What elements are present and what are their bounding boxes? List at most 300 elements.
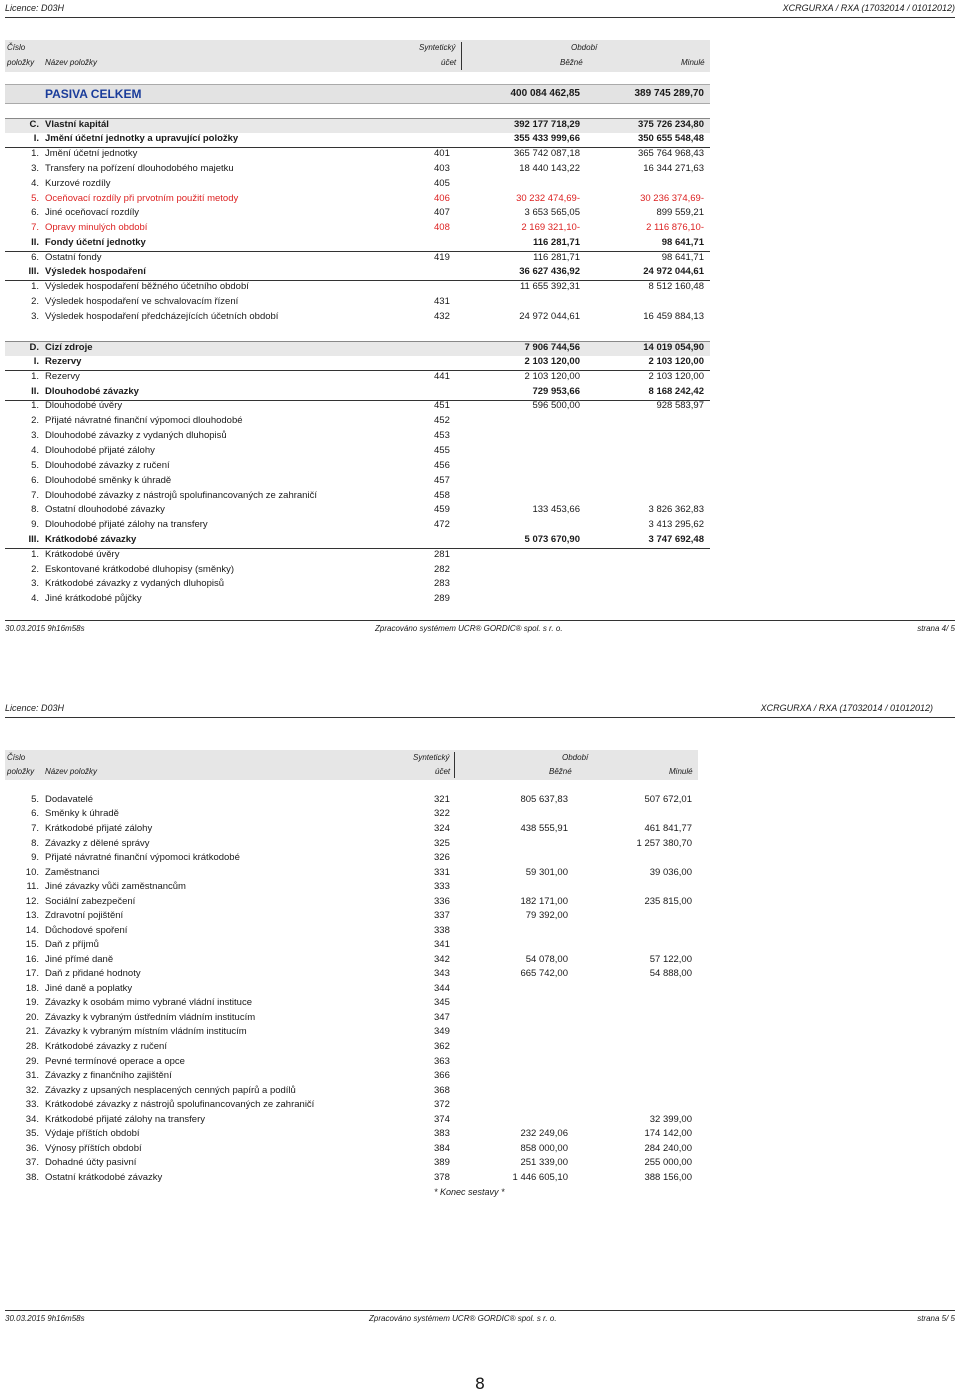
item-number: 37. xyxy=(25,1157,39,1168)
item-number: 7. xyxy=(31,490,39,501)
item-number: 5. xyxy=(31,193,39,204)
item-number: 1. xyxy=(31,371,39,382)
item-number: 16. xyxy=(25,954,39,965)
account-number: 363 xyxy=(434,1056,450,1067)
account-number: 333 xyxy=(434,881,450,892)
item-name: Rezervy xyxy=(45,371,80,382)
item-name: Zaměstnanci xyxy=(45,867,100,878)
item-name: Krátkodobé přijaté zálohy na transfery xyxy=(45,1114,206,1125)
item-name: Výsledek hospodaření xyxy=(45,266,146,277)
table-row xyxy=(5,371,710,385)
item-number: II. xyxy=(31,386,39,397)
current-period-value: 365 742 087,18 xyxy=(513,148,580,159)
item-number: 4. xyxy=(31,445,39,456)
previous-period-value: 507 672,01 xyxy=(644,794,692,805)
account-number: 342 xyxy=(434,954,450,965)
table-row xyxy=(5,222,710,236)
table-row xyxy=(5,281,710,295)
item-name: Dlouhodobé závazky z vydaných dluhopisů xyxy=(45,430,227,441)
col-cislo: Číslo xyxy=(7,43,26,52)
account-number: 366 xyxy=(434,1070,450,1081)
table-row xyxy=(5,341,710,356)
item-name: Jmění účetní jednotky a upravující položky xyxy=(45,133,239,144)
previous-period-value: 16 344 271,63 xyxy=(643,163,704,174)
licence-label: Licence: D03H xyxy=(5,3,65,13)
account-number: 431 xyxy=(434,296,450,307)
account-number: 362 xyxy=(434,1041,450,1052)
col-polozky: položky xyxy=(7,58,35,67)
current-period-value: 2 103 120,00 xyxy=(524,371,580,382)
item-number: 8. xyxy=(31,838,39,849)
item-name: Výsledek hospodaření běžného účetního období xyxy=(45,281,249,292)
account-number: 389 xyxy=(434,1157,450,1168)
item-number: 6. xyxy=(31,252,39,263)
item-number: 32. xyxy=(25,1085,39,1096)
item-name: Důchodové spoření xyxy=(45,925,128,936)
account-number: 457 xyxy=(434,475,450,486)
item-name: Rezervy xyxy=(45,356,82,367)
account-number: 347 xyxy=(434,1012,450,1023)
item-name: Výnosy příštích období xyxy=(45,1143,142,1154)
item-name: Pevné termínové operace a opce xyxy=(45,1056,185,1067)
account-number: 455 xyxy=(434,445,450,456)
account-number: 419 xyxy=(434,252,450,263)
footer-date: 30.03.2015 9h16m58s xyxy=(5,624,85,633)
item-number: 3. xyxy=(31,578,39,589)
current-period-value: 133 453,66 xyxy=(532,504,580,515)
table-row xyxy=(5,983,698,997)
account-number: 283 xyxy=(434,578,450,589)
table-row xyxy=(5,163,710,177)
item-name: Oceňovací rozdíly při prvotním použití metody xyxy=(45,193,239,204)
table-row xyxy=(5,193,710,207)
table-row xyxy=(5,415,710,429)
account-number: 289 xyxy=(434,593,450,604)
item-number: 2. xyxy=(31,296,39,307)
table-row xyxy=(5,1085,698,1099)
table-row xyxy=(5,549,710,563)
item-name: Směnky k úhradě xyxy=(45,808,119,819)
item-name: Krátkodobé závazky z vydaných dluhopisů xyxy=(45,578,225,589)
item-name: Krátkodobé úvěry xyxy=(45,549,120,560)
item-number: 7. xyxy=(31,222,39,233)
account-number: 324 xyxy=(434,823,450,834)
item-name: Krátkodobé závazky z nástrojů spolufinancovaných ze zahraničí xyxy=(45,1099,315,1110)
item-name: Závazky k vybraným ústředním vládním institucím xyxy=(45,1012,256,1023)
item-name: Dohadné účty pasivní xyxy=(45,1157,137,1168)
table-row xyxy=(5,939,698,953)
current-period-value: 36 627 436,92 xyxy=(519,266,580,277)
previous-period-value: 235 815,00 xyxy=(644,896,692,907)
header-rule xyxy=(5,17,955,18)
account-number: 343 xyxy=(434,968,450,979)
item-name: Jiné přímé daně xyxy=(45,954,114,965)
item-name: Fondy účetní jednotky xyxy=(45,237,146,248)
table-row xyxy=(5,400,710,414)
item-number: 10. xyxy=(25,867,39,878)
item-name: Závazky k osobám mimo vybrané vládní instituce xyxy=(45,997,252,1008)
previous-period-value: 39 036,00 xyxy=(649,867,692,878)
previous-period-value: 255 000,00 xyxy=(644,1157,692,1168)
account-number: 336 xyxy=(434,896,450,907)
previous-period-value: 3 747 692,48 xyxy=(648,534,704,545)
item-number: III. xyxy=(28,534,39,545)
current-period-value: 665 742,00 xyxy=(520,968,568,979)
current-period-value: 116 281,71 xyxy=(533,252,580,263)
item-name: Zdravotní pojištění xyxy=(45,910,124,921)
account-number: 432 xyxy=(434,311,450,322)
table-row xyxy=(5,867,698,881)
item-name: Dlouhodobé závazky xyxy=(45,386,139,397)
item-number: 1. xyxy=(31,549,39,560)
report-code: XCRGURXA / RXA (17032014 / 01012012) xyxy=(782,3,955,13)
item-number: 29. xyxy=(25,1056,39,1067)
current-period-value: 116 281,71 xyxy=(532,237,580,248)
account-number: 281 xyxy=(434,549,450,560)
current-period-value: 79 392,00 xyxy=(525,910,568,921)
item-number: 31. xyxy=(25,1070,39,1081)
table-row xyxy=(5,1128,698,1142)
previous-period-value: 16 459 884,13 xyxy=(643,311,704,322)
account-number: 322 xyxy=(434,808,450,819)
end-of-report: * Konec sestavy * xyxy=(434,1187,505,1197)
item-number: 33. xyxy=(25,1099,39,1110)
item-name: Krátkodobé přijaté zálohy xyxy=(45,823,153,834)
previous-period-value: 2 103 120,00 xyxy=(648,356,704,367)
previous-period-value: 2 116 876,10- xyxy=(646,222,704,233)
item-number: 35. xyxy=(25,1128,39,1139)
item-name: Ostatní krátkodobé závazky xyxy=(45,1172,163,1183)
item-number: 36. xyxy=(25,1143,39,1154)
item-number: 38. xyxy=(25,1172,39,1183)
account-number: 338 xyxy=(434,925,450,936)
item-number: II. xyxy=(31,237,39,248)
table-row xyxy=(5,881,698,895)
item-number: 11. xyxy=(26,881,39,892)
table-row xyxy=(5,1012,698,1026)
account-number: 453 xyxy=(434,430,450,441)
item-name: Dlouhodobé úvěry xyxy=(45,400,123,411)
item-number: 6. xyxy=(31,475,39,486)
current-period-value: 182 171,00 xyxy=(520,896,568,907)
item-name: Výsledek hospodaření předcházejících účetních období xyxy=(45,311,279,322)
previous-period-value: 98 641,71 xyxy=(661,252,704,263)
account-number: 282 xyxy=(434,564,450,575)
previous-period-value: 2 103 120,00 xyxy=(648,371,704,382)
col-ucet: účet xyxy=(441,58,457,67)
account-number: 349 xyxy=(434,1026,450,1037)
previous-period-value: 174 142,00 xyxy=(644,1128,692,1139)
table-row xyxy=(5,794,698,808)
table-row xyxy=(5,207,710,221)
column-header xyxy=(5,750,698,780)
current-period-value: 7 906 744,56 xyxy=(524,342,580,353)
total-previous: 389 745 289,70 xyxy=(634,88,704,99)
item-name: Dlouhodobé závazky z nástrojů spolufinancovaných ze zahraničí xyxy=(45,490,317,501)
item-name: Daň z přidané hodnoty xyxy=(45,968,141,979)
previous-period-value: 899 559,21 xyxy=(656,207,704,218)
current-period-value: 858 000,00 xyxy=(520,1143,568,1154)
account-number: 407 xyxy=(434,207,450,218)
item-number: D. xyxy=(29,342,39,353)
account-number: 405 xyxy=(434,178,450,189)
account-number: 472 xyxy=(434,519,450,530)
item-name: Kurzové rozdíly xyxy=(45,178,111,189)
footer-system: Zpracováno systémem UCR® GORDIC® spol. s r. o. xyxy=(369,1314,557,1323)
current-period-value: 3 653 565,05 xyxy=(524,207,580,218)
item-number: 3. xyxy=(31,430,39,441)
previous-period-value: 461 841,77 xyxy=(644,823,692,834)
table-row xyxy=(5,1172,698,1186)
item-number: 17. xyxy=(25,968,39,979)
previous-period-value: 350 655 548,48 xyxy=(637,133,704,144)
column-header xyxy=(5,40,710,72)
item-number: 2. xyxy=(31,415,39,426)
item-number: C. xyxy=(29,119,39,130)
table-row xyxy=(5,968,698,982)
table-row xyxy=(5,896,698,910)
item-number: 12. xyxy=(25,896,39,907)
col-bezne: Běžné xyxy=(560,58,583,67)
previous-period-value: 388 156,00 xyxy=(644,1172,692,1183)
previous-period-value: 375 726 234,80 xyxy=(637,119,704,130)
current-period-value: 596 500,00 xyxy=(532,400,580,411)
table-row xyxy=(5,311,710,325)
item-number: 28. xyxy=(25,1041,39,1052)
table-row xyxy=(5,504,710,518)
col-cislo: Číslo xyxy=(7,753,26,762)
previous-period-value: 284 240,00 xyxy=(644,1143,692,1154)
item-number: 18. xyxy=(25,983,39,994)
item-name: Přijaté návratné finanční výpomoci krátkodobé xyxy=(45,852,240,863)
account-number: 384 xyxy=(434,1143,450,1154)
item-number: 15. xyxy=(25,939,39,950)
item-name: Dlouhodobé přijaté zálohy na transfery xyxy=(45,519,208,530)
item-number: 1. xyxy=(31,281,39,292)
item-name: Krátkodobé závazky z ručení xyxy=(45,1041,167,1052)
col-obdobi: Období xyxy=(562,753,589,762)
account-number: 406 xyxy=(434,193,450,204)
item-number: I. xyxy=(33,356,39,367)
account-number: 326 xyxy=(434,852,450,863)
current-period-value: 1 446 605,10 xyxy=(512,1172,568,1183)
previous-period-value: 57 122,00 xyxy=(649,954,692,965)
current-period-value: 438 555,91 xyxy=(520,823,568,834)
item-name: Cizí zdroje xyxy=(45,342,93,353)
previous-period-value: 14 019 054,90 xyxy=(643,342,704,353)
col-obdobi: Období xyxy=(571,43,598,52)
account-number: 451 xyxy=(434,400,450,411)
item-name: Výdaje příštích období xyxy=(45,1128,140,1139)
current-period-value: 2 103 120,00 xyxy=(524,356,580,367)
item-name: Jiné daně a poplatky xyxy=(45,983,133,994)
account-number: 441 xyxy=(434,371,450,382)
table-row xyxy=(5,1041,698,1055)
item-number: 9. xyxy=(31,519,39,530)
current-period-value: 11 655 392,31 xyxy=(519,281,580,292)
current-period-value: 59 301,00 xyxy=(525,867,568,878)
item-name: Jmění účetní jednotky xyxy=(45,148,138,159)
footer-date: 30.03.2015 9h16m58s xyxy=(5,1314,85,1323)
item-number: III. xyxy=(28,266,39,277)
table-row xyxy=(5,564,710,578)
account-number: 383 xyxy=(434,1128,450,1139)
item-number: 6. xyxy=(31,207,39,218)
item-number: 1. xyxy=(31,400,39,411)
footer-page: strana 4/ 5 xyxy=(917,624,955,633)
previous-period-value: 8 512 160,48 xyxy=(648,281,704,292)
item-name: Jiné krátkodobé půjčky xyxy=(45,593,142,604)
table-row xyxy=(5,910,698,924)
table-row xyxy=(5,460,710,474)
col-divider xyxy=(454,752,455,778)
col-nazev: Název položky xyxy=(45,767,98,776)
table-row xyxy=(5,852,698,866)
licence-label: Licence: D03H xyxy=(5,703,65,713)
account-number: 408 xyxy=(434,222,450,233)
item-number: 34. xyxy=(25,1114,39,1125)
current-period-value: 2 169 321,10- xyxy=(521,222,580,233)
table-row xyxy=(5,1099,698,1113)
table-row xyxy=(5,445,710,459)
table-row xyxy=(5,386,710,401)
previous-period-value: 98 641,71 xyxy=(661,237,704,248)
item-number: 20. xyxy=(25,1012,39,1023)
item-number: I. xyxy=(33,133,39,144)
col-minule: Minulé xyxy=(669,767,693,776)
col-synteticky: Syntetický xyxy=(413,753,450,762)
item-name: Jiné oceňovací rozdíly xyxy=(45,207,139,218)
account-number: 452 xyxy=(434,415,450,426)
item-name: Daň z příjmů xyxy=(45,939,99,950)
previous-period-value: 3 826 362,83 xyxy=(648,504,704,515)
current-period-value: 54 078,00 xyxy=(525,954,568,965)
table-row xyxy=(5,1143,698,1157)
table-row xyxy=(5,1070,698,1084)
item-number: 9. xyxy=(31,852,39,863)
report-page-1 xyxy=(0,0,960,640)
col-polozky: položky xyxy=(7,767,35,776)
item-number: 2. xyxy=(31,564,39,575)
item-name: Závazky z upsaných nesplacených cenných papírů a podílů xyxy=(45,1085,296,1096)
report-page-2 xyxy=(0,700,960,1340)
table-row xyxy=(5,954,698,968)
table-row xyxy=(5,118,710,133)
page-footer xyxy=(5,1310,955,1328)
account-number: 403 xyxy=(434,163,450,174)
table-row xyxy=(5,925,698,939)
item-number: 14. xyxy=(25,925,39,936)
account-number: 341 xyxy=(434,939,450,950)
item-number: 3. xyxy=(31,163,39,174)
table-row xyxy=(5,1056,698,1070)
footer-system: Zpracováno systémem UCR® GORDIC® spol. s r. o. xyxy=(375,624,563,633)
previous-period-value: 32 399,00 xyxy=(649,1114,692,1125)
item-name: Ostatní fondy xyxy=(45,252,102,263)
account-number: 337 xyxy=(434,910,450,921)
account-number: 345 xyxy=(434,997,450,1008)
current-period-value: 392 177 718,29 xyxy=(513,119,580,130)
table-row xyxy=(5,1114,698,1128)
item-name: Dodavatelé xyxy=(45,794,94,805)
account-number: 401 xyxy=(434,148,450,159)
account-number: 321 xyxy=(434,794,450,805)
previous-period-value: 54 888,00 xyxy=(649,968,692,979)
account-number: 372 xyxy=(434,1099,450,1110)
table-row xyxy=(5,808,698,822)
item-name: Jiné závazky vůči zaměstnancům xyxy=(45,881,186,892)
table-row xyxy=(5,593,710,607)
account-number: 459 xyxy=(434,504,450,515)
item-number: 6. xyxy=(31,808,39,819)
current-period-value: 18 440 143,22 xyxy=(519,163,580,174)
account-number: 458 xyxy=(434,490,450,501)
item-name: Výsledek hospodaření ve schvalovacím řízení xyxy=(45,296,239,307)
table-row xyxy=(5,237,710,252)
item-name: Eskontované krátkodobé dluhopisy (směnky) xyxy=(45,564,235,575)
previous-period-value: 24 972 044,61 xyxy=(643,266,704,277)
current-period-value: 30 232 474,69- xyxy=(516,193,580,204)
table-row xyxy=(5,823,698,837)
account-number: 374 xyxy=(434,1114,450,1125)
table-row xyxy=(5,534,710,549)
account-number: 378 xyxy=(434,1172,450,1183)
table-row xyxy=(5,148,710,162)
account-number: 368 xyxy=(434,1085,450,1096)
col-nazev: Název položky xyxy=(45,58,98,67)
item-name: Závazky z dělené správy xyxy=(45,838,150,849)
item-number: 19. xyxy=(25,997,39,1008)
account-number: 325 xyxy=(434,838,450,849)
item-number: 8. xyxy=(31,504,39,515)
previous-period-value: 30 236 374,69- xyxy=(640,193,704,204)
page-header xyxy=(5,703,955,717)
current-period-value: 805 637,83 xyxy=(520,794,568,805)
item-number: 1. xyxy=(31,148,39,159)
table-row xyxy=(5,997,698,1011)
item-number: 13. xyxy=(25,910,39,921)
table-row xyxy=(5,178,710,192)
item-number: 21. xyxy=(25,1026,39,1037)
current-period-value: 5 073 670,90 xyxy=(524,534,580,545)
account-number: 344 xyxy=(434,983,450,994)
report-code: XCRGURXA / RXA (17032014 / 01012012) xyxy=(760,703,933,713)
item-name: Sociální zabezpečení xyxy=(45,896,136,907)
current-period-value: 24 972 044,61 xyxy=(519,311,580,322)
table-row xyxy=(5,475,710,489)
current-period-value: 232 249,06 xyxy=(520,1128,568,1139)
table-row xyxy=(5,519,710,533)
header-rule xyxy=(5,717,955,718)
table-row xyxy=(5,266,710,281)
table-row xyxy=(5,1157,698,1171)
col-divider xyxy=(461,42,462,70)
item-name: Opravy minulých období xyxy=(45,222,148,233)
account-number: 331 xyxy=(434,867,450,878)
total-name: PASIVA CELKEM xyxy=(45,87,142,101)
item-number: 4. xyxy=(31,178,39,189)
table-row xyxy=(5,133,710,148)
item-name: Dlouhodobé přijaté zálohy xyxy=(45,445,155,456)
col-minule: Minulé xyxy=(681,58,705,67)
item-name: Ostatní dlouhodobé závazky xyxy=(45,504,165,515)
table-row xyxy=(5,296,710,310)
item-name: Vlastní kapitál xyxy=(45,119,109,130)
table-row xyxy=(5,1026,698,1040)
item-number: 7. xyxy=(31,823,39,834)
current-period-value: 251 339,00 xyxy=(520,1157,568,1168)
item-number: 4. xyxy=(31,593,39,604)
